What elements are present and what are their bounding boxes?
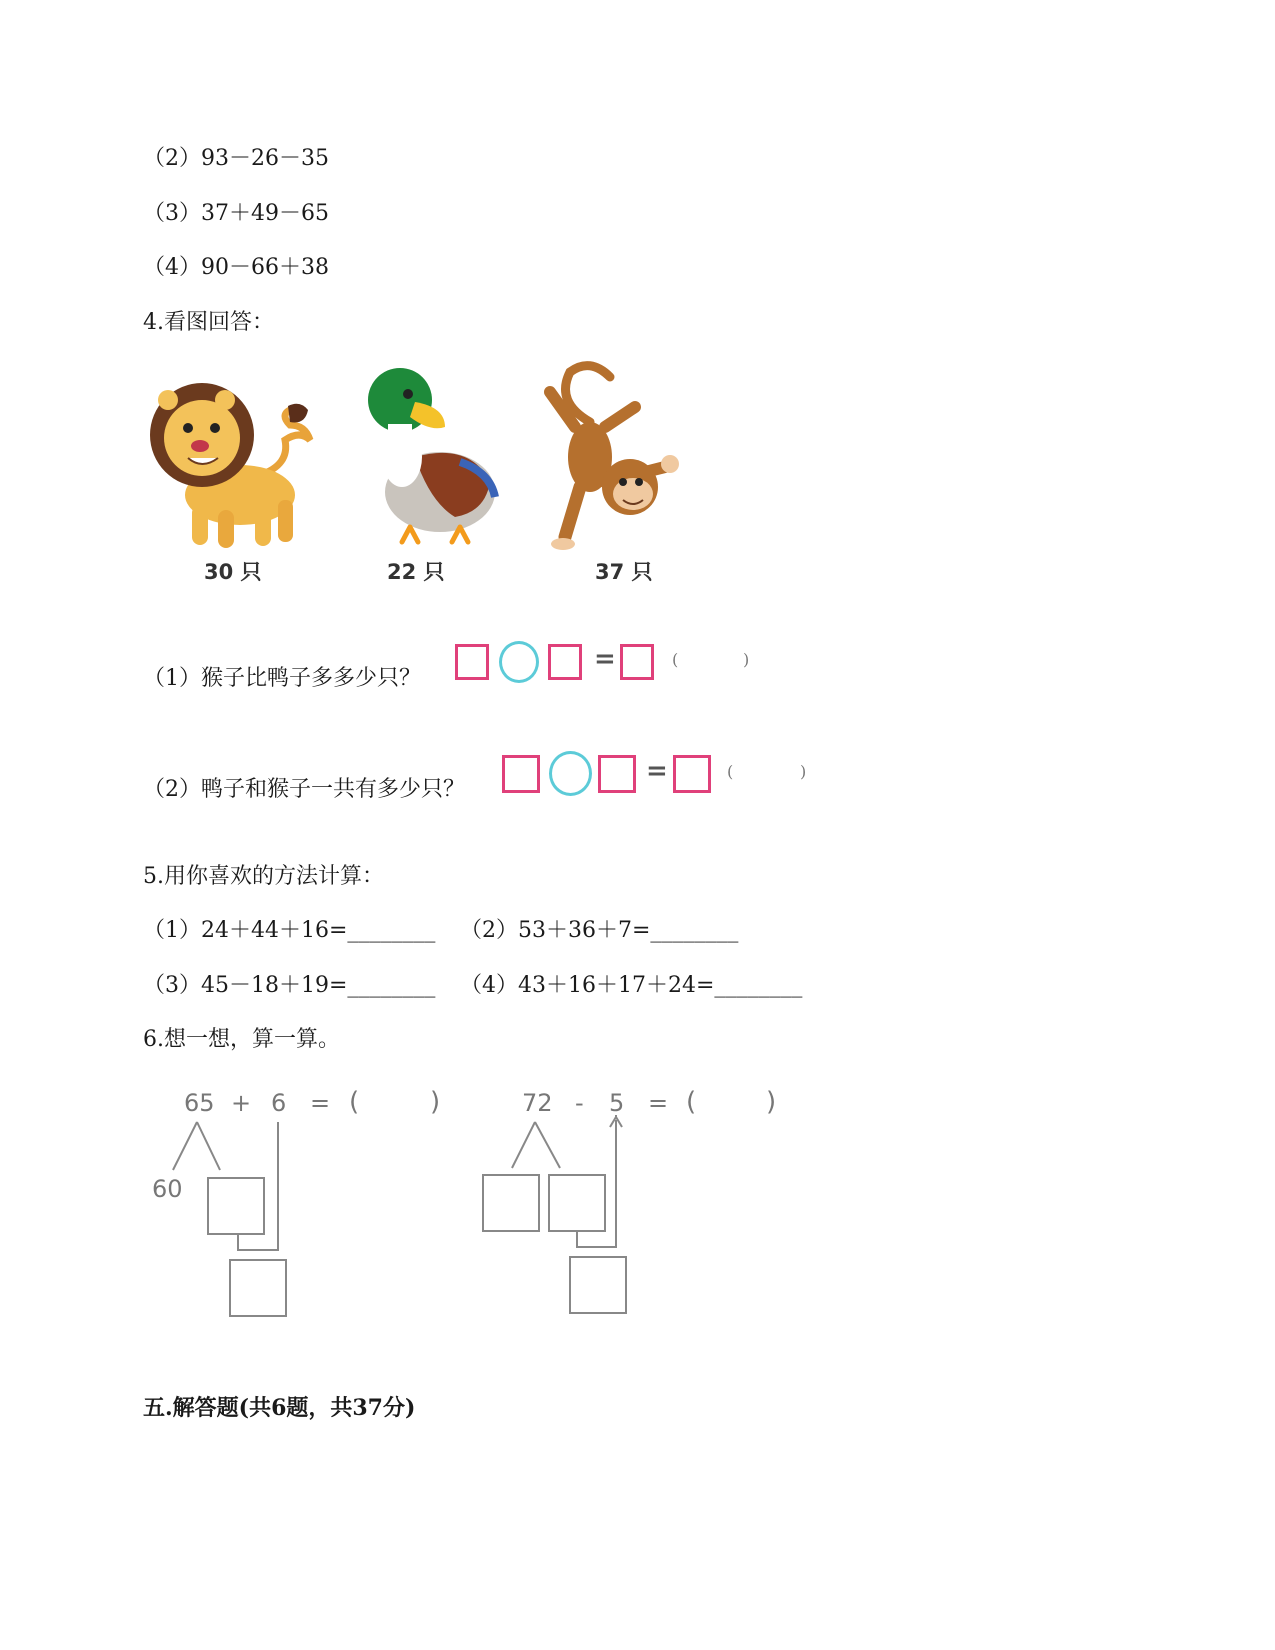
- q3-item-2: （2）93－26－35: [143, 146, 329, 171]
- q6-left-b: 6: [271, 1089, 287, 1117]
- monkey-count: 37 只: [595, 560, 653, 584]
- answer-box[interactable]: [502, 755, 540, 793]
- q6-left-open: (: [349, 1087, 360, 1117]
- operator-circle[interactable]: [499, 641, 539, 683]
- q6-right-box-2[interactable]: [548, 1174, 606, 1232]
- q6-right-op: -: [575, 1089, 584, 1117]
- q6-left-lines: [140, 1085, 460, 1325]
- q5-item-3[interactable]: （3）45－18＋19=________: [143, 973, 436, 998]
- q6-right-eq: =: [648, 1089, 669, 1117]
- unit-paren-open: (: [727, 762, 734, 781]
- q4-sub1-equation: [453, 640, 763, 686]
- answer-box[interactable]: [455, 644, 489, 680]
- q6-left-box-2[interactable]: [229, 1259, 287, 1317]
- q6-left-diagram: [140, 1085, 460, 1325]
- q6-right-b: 5: [609, 1089, 625, 1117]
- q6-left-a: 65: [184, 1089, 215, 1117]
- q6-heading: 6.想一想，算一算。: [143, 1027, 340, 1052]
- equals-sign: =: [646, 756, 668, 786]
- q3-item-4: （4）90－66＋38: [143, 255, 329, 280]
- equals-sign: =: [594, 644, 616, 674]
- q5-item-2[interactable]: （2）53＋36＋7=________: [460, 918, 739, 943]
- q5-item-4[interactable]: （4）43＋16＋17＋24=________: [460, 973, 803, 998]
- lion-count: 30 只: [204, 560, 262, 584]
- q4-heading: 4.看图回答：: [143, 310, 274, 335]
- q5-heading: 5.用你喜欢的方法计算：: [143, 864, 384, 889]
- q6-right-box-1[interactable]: [482, 1174, 540, 1232]
- q6-right-box-3[interactable]: [569, 1256, 627, 1314]
- section-5-heading: 五.解答题(共6题，共37分): [143, 1395, 416, 1421]
- q6-right-diagram: [478, 1085, 798, 1325]
- duck-count: 22 只: [387, 560, 445, 584]
- q6-left-hint: 60: [152, 1175, 183, 1203]
- q4-sub2-equation: [500, 750, 820, 798]
- q6-right-a: 72: [522, 1089, 553, 1117]
- unit-paren-close: ): [743, 650, 750, 669]
- answer-box[interactable]: [620, 644, 654, 680]
- operator-circle[interactable]: [549, 751, 592, 796]
- q5-item-1[interactable]: （1）24＋44＋16=________: [143, 918, 436, 943]
- q3-item-3: （3）37＋49－65: [143, 201, 329, 226]
- answer-box[interactable]: [673, 755, 711, 793]
- answer-box[interactable]: [598, 755, 636, 793]
- q6-right-open: (: [686, 1087, 697, 1117]
- unit-paren-close: ): [800, 762, 807, 781]
- monkey-image: [535, 362, 690, 557]
- q6-left-close: ): [430, 1087, 441, 1117]
- duck-image: [360, 362, 500, 552]
- q6-right-close: ): [766, 1087, 777, 1117]
- q6-left-op: +: [231, 1089, 252, 1117]
- q4-sub2: （2）鸭子和猴子一共有多少只？: [143, 777, 465, 802]
- q6-left-eq: =: [310, 1089, 331, 1117]
- lion-image: [140, 370, 320, 555]
- q4-sub1: （1）猴子比鸭子多多少只？: [143, 666, 421, 691]
- answer-box[interactable]: [548, 644, 582, 680]
- unit-paren-open: (: [672, 650, 679, 669]
- q6-left-box-1[interactable]: [207, 1177, 265, 1235]
